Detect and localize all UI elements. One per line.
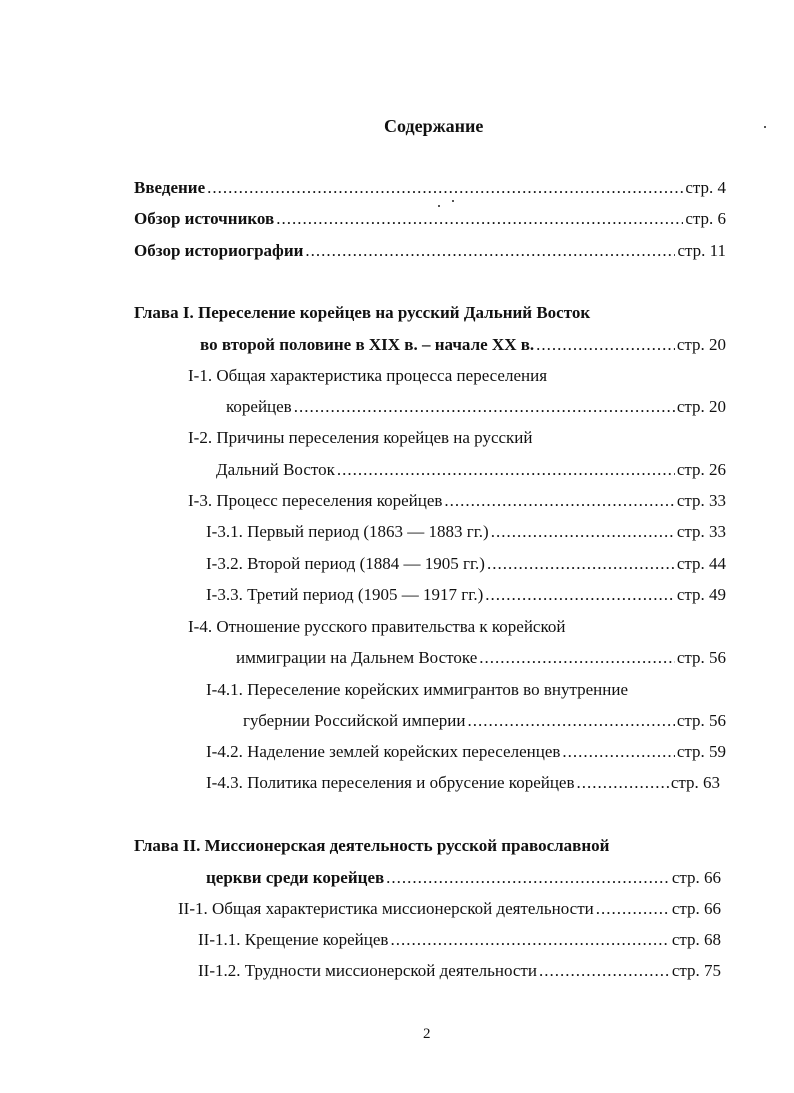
dot-leader (485, 585, 675, 605)
toc-section-1-1-line2[interactable] (226, 397, 726, 417)
dot-leader (539, 961, 670, 981)
toc-label: Введение (134, 178, 206, 197)
toc-label: II-1. Общая характеристика миссионерской деятельности (178, 899, 594, 918)
dot-leader (305, 241, 675, 261)
toc-label: Обзор источников (134, 209, 275, 228)
toc-label: I-4.3. Политика переселения и обрусение корейцев (206, 773, 575, 792)
toc-label: II-1.1. Крещение корейцев (198, 930, 389, 949)
toc-page-ref: стр. 66 (671, 868, 721, 887)
toc-page-ref: стр. 33 (676, 491, 726, 510)
scan-speck (438, 205, 440, 207)
dot-leader (577, 773, 669, 793)
dot-leader (276, 209, 683, 229)
dot-leader (562, 742, 674, 762)
toc-section-1-4-line1[interactable]: I-4. Отношение русского правительства к корейской (188, 617, 566, 636)
toc-page-ref: стр. 68 (671, 930, 721, 949)
toc-entry-historiography-review[interactable] (134, 241, 726, 261)
toc-page-ref: стр. 59 (676, 742, 726, 761)
toc-page-ref: стр. 56 (676, 711, 726, 730)
toc-section-1-3-2[interactable] (206, 554, 726, 574)
toc-page-ref: стр. 11 (677, 241, 726, 260)
toc-page-ref: стр. 63 (670, 773, 720, 792)
page-number: 2 (423, 1026, 431, 1042)
dot-leader (294, 397, 675, 417)
scan-speck (764, 126, 766, 128)
toc-chapter-1-title-line1[interactable]: Глава I. Переселение корейцев на русский Дальний Восток (134, 303, 591, 322)
toc-chapter-2-title-line1[interactable]: Глава II. Миссионерская деятельность русской православной (134, 836, 610, 855)
toc-section-1-3[interactable] (188, 491, 726, 511)
toc-entry-introduction[interactable] (134, 178, 726, 198)
dot-leader (390, 930, 669, 950)
toc-label: Обзор историографии (134, 241, 304, 260)
toc-section-2-1-1[interactable] (198, 930, 721, 950)
toc-page-ref: стр. 44 (676, 554, 726, 573)
toc-section-1-3-1[interactable] (206, 522, 726, 542)
toc-label: I-4.2. Наделение землей корейских переселенцев (206, 742, 561, 761)
dot-leader (207, 178, 683, 198)
page-title: Содержание (384, 116, 484, 136)
toc-label: во второй половине в XIX в. – начале XX в. (200, 335, 535, 354)
dot-leader (596, 899, 670, 919)
toc-section-1-4-line2[interactable] (236, 648, 726, 668)
toc-section-1-1-line1[interactable]: I-1. Общая характеристика процесса переселения (188, 366, 548, 385)
toc-page-ref: стр. 66 (671, 899, 721, 918)
toc-section-1-4-2[interactable] (206, 742, 726, 762)
toc-page-ref: стр. 26 (676, 460, 726, 479)
toc-entry-sources-review[interactable] (134, 209, 726, 229)
toc-page-ref: стр. 49 (676, 585, 726, 604)
toc-section-1-4-1-line2[interactable] (243, 711, 726, 731)
toc-page-ref: стр. 33 (676, 522, 726, 541)
dot-leader (487, 554, 675, 574)
dot-leader (479, 648, 675, 668)
toc-label: I-3.2. Второй период (1884 — 1905 гг.) (206, 554, 485, 573)
dot-leader (536, 335, 675, 355)
toc-label: корейцев (226, 397, 292, 416)
toc-label: II-1.2. Трудности миссионерской деятельности (198, 961, 537, 980)
toc-page-ref: стр. 75 (671, 961, 721, 980)
toc-chapter-1-title-line2[interactable] (200, 335, 726, 355)
toc-label: I-3.1. Первый период (1863 — 1883 гг.) (206, 522, 489, 541)
dot-leader (444, 491, 674, 511)
toc-section-1-2-line2[interactable] (216, 460, 726, 480)
toc-label: иммиграции на Дальнем Востоке (236, 648, 478, 667)
toc-page-ref: стр. 20 (676, 335, 726, 354)
toc-label: Дальний Восток (216, 460, 335, 479)
toc-label: церкви среди корейцев (206, 868, 385, 887)
toc-label: I-3. Процесс переселения корейцев (188, 491, 443, 510)
toc-page-ref: стр. 4 (685, 178, 726, 197)
toc-section-2-1[interactable] (178, 899, 721, 919)
toc-page-ref: стр. 20 (676, 397, 726, 416)
toc-label: губернии Российской империи (243, 711, 466, 730)
toc-section-1-4-3[interactable] (206, 773, 720, 793)
dot-leader (386, 868, 670, 888)
dot-leader (337, 460, 675, 480)
dot-leader (491, 522, 675, 542)
toc-section-1-2-line1[interactable]: I-2. Причины переселения корейцев на русский (188, 428, 533, 447)
toc-page-ref: стр. 6 (685, 209, 726, 228)
toc-chapter-2-title-line2[interactable] (206, 868, 721, 888)
toc-section-1-3-3[interactable] (206, 585, 726, 605)
toc-page-ref: стр. 56 (676, 648, 726, 667)
toc-section-2-1-2[interactable] (198, 961, 721, 981)
toc-section-1-4-1-line1[interactable]: I-4.1. Переселение корейских иммигрантов во внутренние (206, 680, 628, 699)
dot-leader (468, 711, 675, 731)
toc-label: I-3.3. Третий период (1905 — 1917 гг.) (206, 585, 484, 604)
scan-speck (452, 200, 454, 202)
